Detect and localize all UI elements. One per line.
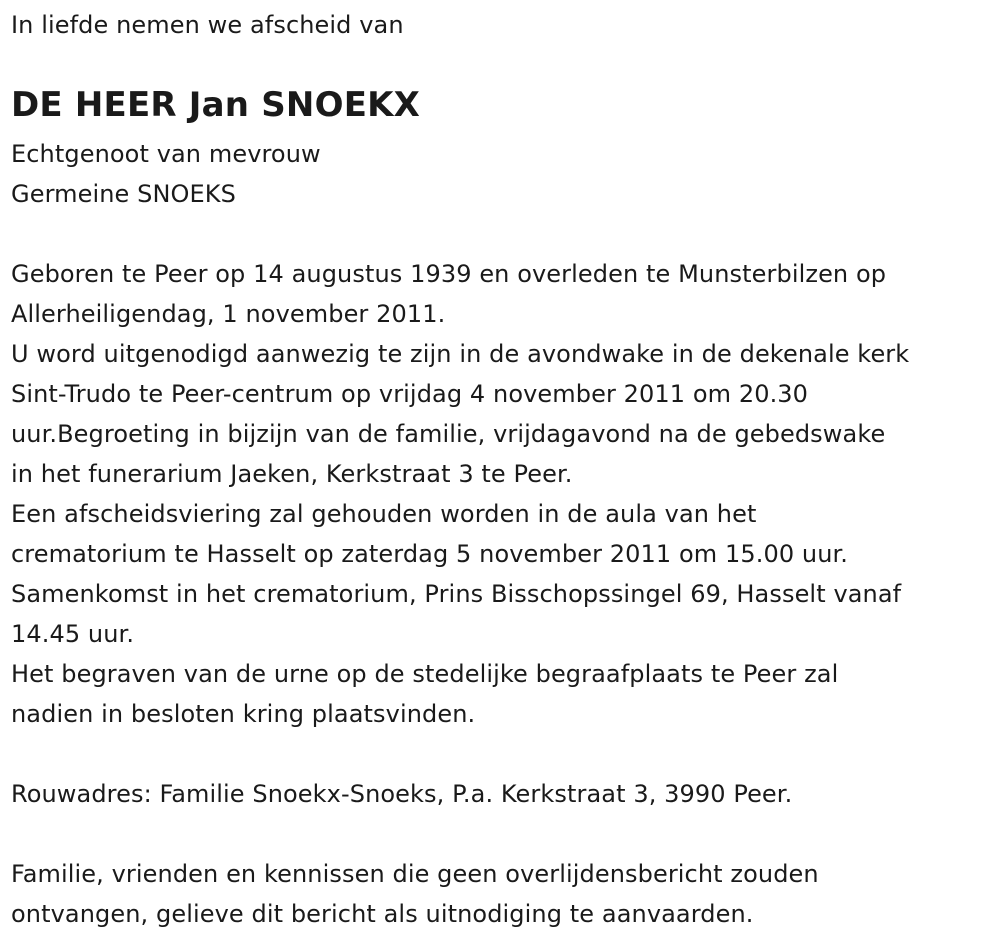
spouse-line: Echtgenoot van mevrouw <box>11 140 321 168</box>
ceremony-details <box>11 254 909 734</box>
body-line: crematorium te Hasselt op zaterdag 5 november 2011 om 15.00 uur. <box>11 540 849 568</box>
deceased-name: DE HEER Jan SNOEKX <box>11 85 421 125</box>
body-line: Een afscheidsviering zal gehouden worden in de aula van het <box>11 500 757 528</box>
spouse-line: Germeine SNOEKS <box>11 180 236 208</box>
body-line: Samenkomst in het crematorium, Prins Bisschopssingel 69, Hasselt vanaf <box>11 580 902 608</box>
body-line: 14.45 uur. <box>11 620 135 648</box>
intro-text: In liefde nemen we afscheid van <box>11 11 404 39</box>
closing-note <box>11 854 819 934</box>
body-line: Sint-Trudo te Peer-centrum op vrijdag 4 november 2011 om 20.30 <box>11 380 809 408</box>
mourning-address: Rouwadres: Familie Snoekx-Snoeks, P.a. Kerkstraat 3, 3990 Peer. <box>11 780 793 808</box>
body-line: uur.Begroeting in bijzijn van de familie, vrijdagavond na de gebedswake <box>11 420 886 448</box>
closing-line: ontvangen, gelieve dit bericht als uitnodiging te aanvaarden. <box>11 900 754 928</box>
body-line: Geboren te Peer op 14 augustus 1939 en overleden te Munsterbilzen op <box>11 260 887 288</box>
body-line: Allerheiligendag, 1 november 2011. <box>11 300 446 328</box>
body-line: Het begraven van de urne op de stedelijke begraafplaats te Peer zal <box>11 660 839 688</box>
body-line: U word uitgenodigd aanwezig te zijn in de avondwake in de dekenale kerk <box>11 340 910 368</box>
spouse-info <box>11 134 321 214</box>
closing-line: Familie, vrienden en kennissen die geen overlijdensbericht zouden <box>11 860 819 888</box>
body-line: in het funerarium Jaeken, Kerkstraat 3 te Peer. <box>11 460 573 488</box>
body-line: nadien in besloten kring plaatsvinden. <box>11 700 476 728</box>
